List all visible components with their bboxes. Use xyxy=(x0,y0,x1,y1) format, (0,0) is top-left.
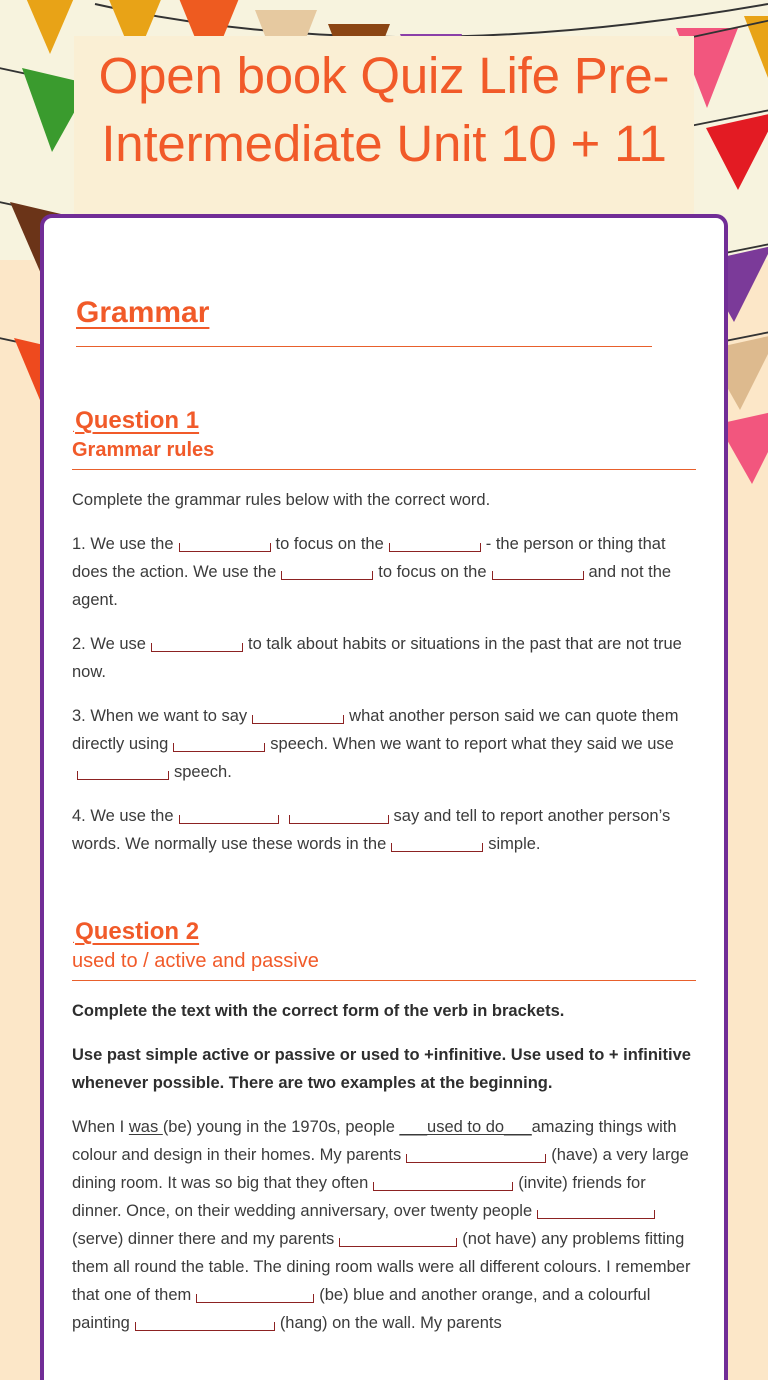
worksheet-content xyxy=(44,218,724,1337)
question-2-subtitle: used to / active and passive xyxy=(72,950,319,972)
worksheet-card xyxy=(40,214,728,1380)
item1-seg2: to focus on the xyxy=(275,535,384,553)
question-1-item-1 xyxy=(72,530,696,614)
question-1-instruction: Complete the grammar rules below with the correct word. xyxy=(72,491,491,509)
passage-seg2: (be) young in the 1970s, people xyxy=(162,1118,395,1136)
example-answer-1: was xyxy=(128,1118,163,1136)
question-2-header xyxy=(72,918,696,946)
question-2-instruction-1: Complete the text with the correct form of the verb in brackets. xyxy=(72,1002,565,1020)
section-heading: Grammar xyxy=(76,296,210,329)
blank-input-17[interactable] xyxy=(135,1322,275,1331)
question-2-instruction-2: Use past simple active or passive or used to +infinitive. Use used to + infinitive whenever possible. There are two examples at the beginning. xyxy=(72,1046,691,1092)
question-1-subtitle: Grammar rules xyxy=(72,439,215,461)
blank-input-12[interactable] xyxy=(406,1154,546,1163)
item3-seg4: speech. xyxy=(174,763,232,781)
question-1-block xyxy=(72,407,696,858)
item4-seg1: 4. We use the xyxy=(72,807,174,825)
question-2-passage xyxy=(72,1113,696,1337)
question-2-heading: Question 2 xyxy=(75,918,200,945)
question-1-header xyxy=(72,407,696,435)
question-1-item-4 xyxy=(72,802,696,858)
question-1-heading: Question 1 xyxy=(75,407,200,434)
question-1-item-3 xyxy=(72,702,696,786)
blank-input-14[interactable] xyxy=(537,1210,655,1219)
question-2-divider xyxy=(72,980,696,981)
blank-input-3[interactable] xyxy=(281,571,373,580)
blank-input-16[interactable] xyxy=(196,1294,314,1303)
question-2-block xyxy=(72,918,696,1337)
title-banner xyxy=(74,36,694,218)
passage-seg3: amazing things with colour and design in their homes. My parents xyxy=(72,1118,677,1164)
item3-seg2: what another person said we can quote them directly using xyxy=(72,707,679,753)
blank-input-15[interactable] xyxy=(339,1238,457,1247)
page-title: Open book Quiz Life Pre-Intermediate Unit 10 + 11 xyxy=(98,47,670,172)
blank-input-8[interactable] xyxy=(77,771,169,780)
example-answer-2: ___used to do___ xyxy=(399,1118,532,1136)
heading-dot-2: . xyxy=(72,934,76,946)
passage-seg5: (invite) friends for dinner. Once, on their wedding anniversary, over twenty people xyxy=(72,1174,646,1220)
item2-seg1: 2. We use xyxy=(72,635,146,653)
blank-input-13[interactable] xyxy=(373,1182,513,1191)
blank-input-10[interactable] xyxy=(289,815,389,824)
blank-input-7[interactable] xyxy=(173,743,265,752)
blank-input-5[interactable] xyxy=(151,643,243,652)
blank-input-1[interactable] xyxy=(179,543,271,552)
question-1-item-2 xyxy=(72,630,696,686)
passage-seg7: (not have) any problems fitting them all round the table. The dining room walls were all different colours. I remember that one of them xyxy=(72,1230,691,1304)
blank-input-11[interactable] xyxy=(391,843,483,852)
section-divider xyxy=(76,346,652,347)
item4-seg3: simple. xyxy=(488,835,541,853)
question-1-divider xyxy=(72,469,696,470)
grammar-section xyxy=(72,296,696,347)
item1-seg1: 1. We use the xyxy=(72,535,174,553)
item1-seg5: and not the agent. xyxy=(72,563,672,609)
item1-seg4: to focus on the xyxy=(378,563,487,581)
passage-seg9: (hang) on the wall. My parents xyxy=(279,1314,502,1332)
item3-seg1: 3. When we want to say xyxy=(72,707,248,725)
blank-input-4[interactable] xyxy=(492,571,584,580)
item2-seg2: to talk about habits or situations in the past that are not true now. xyxy=(72,635,682,681)
heading-dot-1: . xyxy=(72,423,76,435)
passage-seg1: When I xyxy=(72,1118,125,1136)
item4-seg2: say and tell to report another person’s words. We normally use these words in the xyxy=(72,807,671,853)
blank-input-6[interactable] xyxy=(252,715,344,724)
blank-input-9[interactable] xyxy=(179,815,279,824)
passage-seg4: (have) a very large dining room. It was so big that they often xyxy=(72,1146,689,1192)
passage-seg6: (serve) dinner there and my parents xyxy=(72,1230,335,1248)
passage-seg8: (be) blue and another orange, and a colourful painting xyxy=(72,1286,651,1332)
item3-seg3: speech. When we want to report what they said we use xyxy=(270,735,674,753)
blank-input-2[interactable] xyxy=(389,543,481,552)
item1-seg3: - the person or thing that does the action. We use the xyxy=(72,535,666,581)
